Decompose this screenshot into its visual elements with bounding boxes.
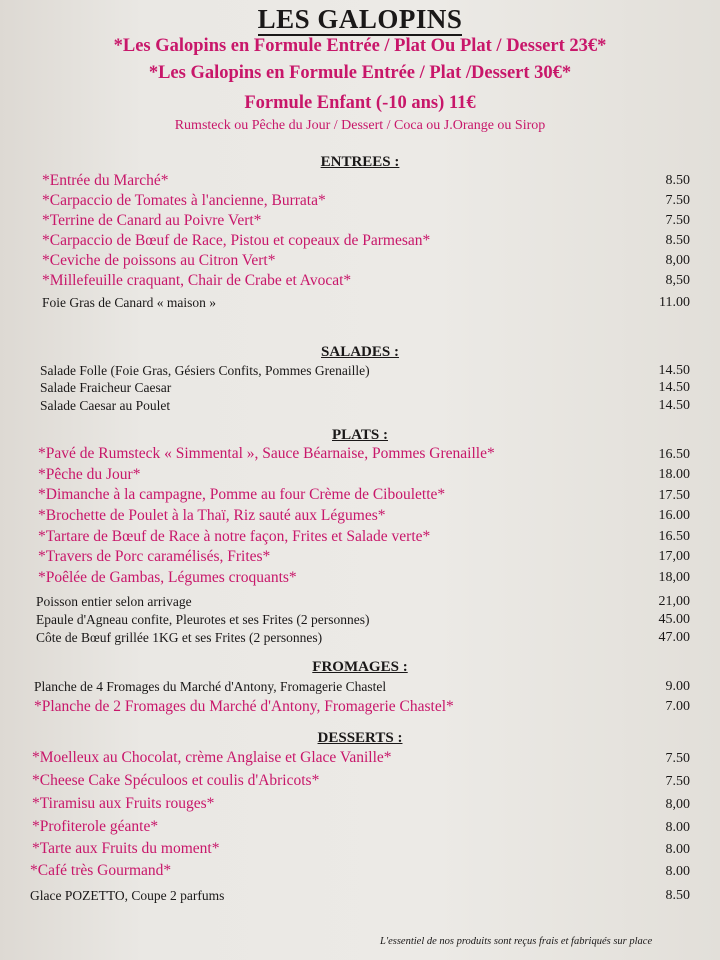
kids-formula-details: Rumsteck ou Pêche du Jour / Dessert / Coca ou J.Orange ou Sirop [174,118,546,133]
menu-item [0,630,720,652]
menu-item-name: *Profiterole géante* [32,818,159,835]
footer-note: L'essentiel de nos produits sont reçus frais et fabriqués sur place [380,936,653,947]
menu-item-price: 11.00 [659,295,690,310]
menu-item [0,749,720,771]
menu-item-price: 8.00 [665,820,690,835]
menu-item-price: 8,50 [665,273,690,288]
menu-item [0,888,720,910]
formula-30-line: *Les Galopins en Formule Entrée / Plat /Dessert 30€* [148,63,572,83]
menu-item [0,272,720,294]
menu-item [0,252,720,274]
menu-item-price: 7.50 [665,193,690,208]
menu-item-name: *Ceviche de poissons au Citron Vert* [42,252,276,269]
menu-item [0,569,720,591]
menu-item-name: Foie Gras de Canard « maison » [42,295,216,310]
menu-item-name: Planche de 4 Fromages du Marché d'Antony, Fromagerie Chastel [34,679,387,694]
menu-item [0,795,720,817]
menu-item-price: 16.50 [658,529,690,544]
menu-item-name: *Millefeuille craquant, Chair de Crabe et Avocat* [42,272,352,289]
menu-item-price: 14.50 [658,398,690,413]
menu-item [0,445,720,467]
menu-item-price: 7.00 [665,699,690,714]
menu-item [0,192,720,214]
menu-item-name: *Carpaccio de Tomates à l'ancienne, Burrata* [42,192,326,209]
menu-item [0,172,720,194]
menu-item-price: 16.50 [658,447,690,462]
menu-item-price: 9.00 [665,679,690,694]
menu-item [0,232,720,254]
menu-item-name: *Dimanche à la campagne, Pomme au four Crème de Ciboulette* [38,486,446,503]
menu-item-price: 8.00 [665,842,690,857]
menu-item-name: *Cheese Cake Spéculoos et coulis d'Abricots* [32,772,320,789]
menu-item-name: Glace POZETTO, Coupe 2 parfums [30,888,225,903]
menu-item-price: 16.00 [658,508,690,523]
menu-item-name: *Carpaccio de Bœuf de Race, Pistou et copeaux de Parmesan* [42,232,431,249]
menu-item-price: 7.50 [665,213,690,228]
menu-item-price: 21,00 [658,594,690,609]
menu-item-name: *Brochette de Poulet à la Thaï, Riz sauté aux Légumes* [38,507,386,524]
menu-item [0,295,720,317]
menu-item-price: 8.50 [665,233,690,248]
menu-item-name: *Terrine de Canard au Poivre Vert* [42,212,262,229]
restaurant-title: LES GALOPINS [257,4,463,34]
menu-item-price: 8,00 [665,253,690,268]
menu-item [0,212,720,234]
menu-item [0,466,720,488]
section-title-entrees: ENTREES : [320,154,400,170]
menu-item-price: 18,00 [658,570,690,585]
menu-item-name: *Moelleux au Chocolat, crème Anglaise et Glace Vanille* [32,749,392,766]
menu-item-price: 18.00 [658,467,690,482]
kids-formula-line: Formule Enfant (-10 ans) 11€ [244,93,476,113]
menu-item [0,772,720,794]
menu-item [0,862,720,884]
menu-item-name: Salade Fraicheur Caesar [40,380,172,395]
menu-item-name: Côte de Bœuf grillée 1KG et ses Frites (2 personnes) [36,630,323,645]
menu-item-price: 7.50 [665,774,690,789]
menu-item-name: Salade Caesar au Poulet [40,398,171,413]
menu-item-name: Epaule d'Agneau confite, Pleurotes et ses Frites (2 personnes) [36,612,370,627]
menu-item [0,528,720,550]
menu-item-name: Salade Folle (Foie Gras, Gésiers Confits, Pommes Grenaille) [40,363,370,378]
section-title-desserts: DESSERTS : [317,730,403,746]
menu-item [0,548,720,570]
menu-item-name: Poisson entier selon arrivage [36,594,192,609]
menu-item-price: 8,00 [665,797,690,812]
menu-item-name: *Poêlée de Gambas, Légumes croquants* [38,569,297,586]
menu-item-name: *Pêche du Jour* [38,466,141,483]
menu-item-name: *Pavé de Rumsteck « Simmental », Sauce Béarnaise, Pommes Grenaille* [38,445,495,462]
menu-item-name: *Tiramisu aux Fruits rouges* [32,795,215,812]
section-title-salades: SALADES : [321,344,399,360]
menu-item-price: 8.50 [665,888,690,903]
menu-item [0,398,720,420]
formula-23-line: *Les Galopins en Formule Entrée / Plat Ou Plat / Dessert 23€* [113,36,607,56]
menu-item [0,818,720,840]
menu-item-price: 8.50 [665,173,690,188]
menu-item-name: *Planche de 2 Fromages du Marché d'Antony, Fromagerie Chastel* [34,698,454,715]
menu-item-price: 47.00 [658,630,690,645]
menu-item [0,698,720,720]
menu-item-price: 45.00 [658,612,690,627]
menu-item [0,486,720,508]
menu-item-name: *Entrée du Marché* [42,172,169,189]
menu-item-price: 14.50 [658,363,690,378]
menu-item-name: *Tartare de Bœuf de Race à notre façon, Frites et Salade verte* [38,528,431,545]
menu-item-price: 7.50 [665,751,690,766]
menu-item-price: 17,00 [658,549,690,564]
menu-item-price: 14.50 [658,380,690,395]
menu-item [0,840,720,862]
section-title-plats: PLATS : [332,427,388,443]
menu-item-price: 8.00 [665,864,690,879]
menu-item-name: *Café très Gourmand* [30,862,172,879]
menu-item-price: 17.50 [658,488,690,503]
menu-item-name: *Tarte aux Fruits du moment* [32,840,220,857]
section-title-fromages: FROMAGES : [312,659,408,675]
menu-item [0,507,720,529]
menu-item-name: *Travers de Porc caramélisés, Frites* [38,548,271,565]
